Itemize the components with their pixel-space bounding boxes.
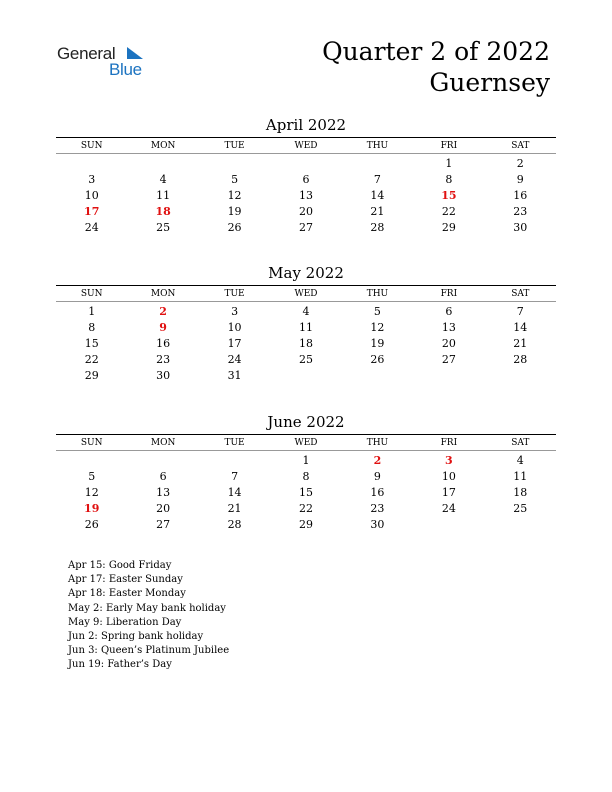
- day-cell: 15: [84, 337, 99, 350]
- day-cell: 14: [513, 321, 528, 334]
- day-cell: 7: [231, 470, 239, 483]
- empty-day-cell: [127, 453, 198, 469]
- weekday-label: MON: [150, 289, 176, 299]
- holiday-entry: Jun 2: Spring bank holiday: [68, 631, 204, 643]
- day-cell: 7: [516, 305, 524, 318]
- month-title: June 2022: [267, 413, 345, 431]
- brand-logo: [57, 44, 157, 84]
- day-cell: 13: [298, 189, 313, 202]
- day-cell: 3: [88, 173, 96, 186]
- weekday-label: SUN: [80, 141, 103, 151]
- day-cell: 2: [516, 157, 524, 170]
- holiday-entry: May 9: Liberation Day: [68, 616, 182, 628]
- day-cell: 9: [373, 470, 381, 483]
- day-cell: 5: [231, 173, 239, 186]
- day-cell: 18: [298, 337, 313, 350]
- day-cell: 10: [227, 321, 242, 334]
- day-cell: 20: [441, 337, 456, 350]
- day-cell: 4: [516, 454, 524, 467]
- holiday-day-cell: 17: [84, 205, 100, 218]
- holiday-entry: Apr 17: Easter Sunday: [68, 574, 183, 586]
- weekday-header: [56, 286, 556, 301]
- country-name: Guernsey: [429, 68, 550, 97]
- day-cell: 19: [370, 337, 385, 350]
- weekday-header: [56, 138, 556, 153]
- day-cell: 1: [88, 305, 96, 318]
- day-cell: 1: [302, 454, 310, 467]
- day-cell: 30: [156, 369, 171, 382]
- weekday-label: TUE: [224, 141, 245, 151]
- holiday-entry: Apr 15: Good Friday: [68, 560, 172, 571]
- day-cell: 4: [159, 173, 167, 186]
- holiday-list: [68, 559, 229, 673]
- weekday-label: MON: [150, 141, 176, 151]
- day-grid: [56, 156, 556, 236]
- page-title: [322, 36, 550, 98]
- month-april: [56, 116, 556, 236]
- day-cell: 23: [156, 353, 171, 366]
- day-cell: 9: [516, 173, 524, 186]
- day-cell: 26: [370, 353, 385, 366]
- day-cell: 17: [441, 486, 456, 499]
- day-cell: 30: [513, 221, 528, 234]
- day-cell: 3: [231, 305, 239, 318]
- day-cell: 29: [84, 369, 99, 382]
- empty-day-cell: [56, 453, 127, 469]
- day-cell: 20: [156, 502, 171, 515]
- day-cell: 6: [159, 470, 167, 483]
- day-cell: 5: [373, 305, 381, 318]
- month-may: [56, 264, 556, 384]
- holiday-entry: Jun 19: Father’s Day: [68, 659, 172, 671]
- day-cell: 8: [88, 321, 96, 334]
- weekday-header: [56, 435, 556, 450]
- weekday-label: THU: [366, 141, 389, 151]
- weekday-label: THU: [366, 438, 389, 448]
- day-cell: 19: [227, 205, 242, 218]
- day-cell: 29: [298, 518, 313, 531]
- day-cell: 12: [84, 486, 99, 499]
- empty-day-cell: [199, 156, 270, 172]
- weekday-label: SUN: [80, 289, 103, 299]
- day-cell: 23: [370, 502, 385, 515]
- logo-word-general: General: [57, 44, 116, 63]
- holiday-entry: May 2: Early May bank holiday: [68, 602, 226, 614]
- day-cell: 27: [156, 518, 171, 531]
- day-cell: 16: [156, 337, 171, 350]
- holiday-day-cell: 19: [84, 502, 100, 515]
- day-cell: 25: [156, 221, 171, 234]
- month-title: April 2022: [265, 116, 347, 134]
- holiday-day-cell: 15: [441, 189, 457, 202]
- day-cell: 16: [370, 486, 385, 499]
- day-cell: 22: [441, 205, 456, 218]
- day-cell: 12: [227, 189, 242, 202]
- day-cell: 8: [445, 173, 453, 186]
- day-cell: 11: [156, 189, 171, 202]
- day-cell: 6: [302, 173, 310, 186]
- weekday-label: WED: [294, 289, 318, 299]
- day-cell: 14: [370, 189, 385, 202]
- month-title: May 2022: [268, 264, 344, 282]
- empty-day-cell: [127, 156, 198, 172]
- day-cell: 14: [227, 486, 242, 499]
- day-cell: 20: [298, 205, 313, 218]
- day-cell: 23: [513, 205, 528, 218]
- day-cell: 15: [298, 486, 313, 499]
- holiday-day-cell: 9: [159, 321, 167, 334]
- header-divider: [56, 450, 556, 451]
- day-cell: 31: [227, 369, 242, 382]
- day-cell: 17: [227, 337, 242, 350]
- day-cell: 10: [441, 470, 456, 483]
- weekday-label: FRI: [440, 438, 458, 448]
- day-cell: 25: [513, 502, 528, 515]
- empty-day-cell: [56, 156, 127, 172]
- day-cell: 8: [302, 470, 310, 483]
- day-cell: 21: [513, 337, 528, 350]
- day-cell: 27: [441, 353, 456, 366]
- empty-day-cell: [199, 453, 270, 469]
- day-cell: 7: [373, 173, 381, 186]
- day-grid: [56, 453, 556, 533]
- header-divider: [56, 301, 556, 302]
- day-cell: 28: [227, 518, 242, 531]
- weekday-label: FRI: [440, 289, 458, 299]
- day-cell: 5: [88, 470, 96, 483]
- day-cell: 11: [513, 470, 528, 483]
- day-cell: 11: [298, 321, 313, 334]
- holiday-entry: Apr 18: Easter Monday: [68, 588, 186, 600]
- quarter-title: Quarter 2 of 2022: [322, 37, 550, 66]
- month-june: [56, 413, 556, 533]
- day-cell: 26: [227, 221, 242, 234]
- day-cell: 24: [227, 353, 242, 366]
- holiday-day-cell: 18: [155, 205, 171, 218]
- weekday-label: TUE: [224, 289, 245, 299]
- header-divider: [56, 153, 556, 154]
- empty-day-cell: [342, 156, 413, 172]
- weekday-label: SAT: [511, 289, 530, 299]
- day-cell: 25: [298, 353, 313, 366]
- logo-triangle-icon: [125, 46, 145, 60]
- day-cell: 6: [445, 305, 453, 318]
- weekday-label: SAT: [511, 438, 530, 448]
- day-cell: 22: [84, 353, 99, 366]
- day-cell: 26: [84, 518, 99, 531]
- logo-word-blue: Blue: [109, 60, 142, 79]
- weekday-label: SAT: [511, 141, 530, 151]
- holiday-day-cell: 2: [159, 305, 167, 318]
- day-cell: 4: [302, 305, 310, 318]
- weekday-label: WED: [294, 141, 318, 151]
- day-cell: 12: [370, 321, 385, 334]
- weekday-label: MON: [150, 438, 176, 448]
- day-cell: 21: [370, 205, 385, 218]
- day-cell: 27: [298, 221, 313, 234]
- day-cell: 24: [441, 502, 456, 515]
- day-cell: 10: [84, 189, 99, 202]
- day-cell: 13: [441, 321, 456, 334]
- weekday-label: FRI: [440, 141, 458, 151]
- day-grid: [56, 304, 556, 384]
- weekday-label: TUE: [224, 438, 245, 448]
- holiday-entry: Jun 3: Queen’s Platinum Jubilee: [68, 645, 230, 657]
- day-cell: 30: [370, 518, 385, 531]
- day-cell: 18: [513, 486, 528, 499]
- holiday-day-cell: 2: [373, 454, 382, 467]
- weekday-label: THU: [366, 289, 389, 299]
- day-cell: 16: [513, 189, 528, 202]
- empty-day-cell: [270, 156, 341, 172]
- day-cell: 28: [513, 353, 528, 366]
- day-cell: 28: [370, 221, 385, 234]
- day-cell: 1: [445, 157, 453, 170]
- day-cell: 13: [156, 486, 171, 499]
- day-cell: 22: [298, 502, 313, 515]
- weekday-label: WED: [294, 438, 318, 448]
- holiday-day-cell: 3: [445, 454, 453, 467]
- day-cell: 29: [441, 221, 456, 234]
- day-cell: 21: [227, 502, 242, 515]
- weekday-label: SUN: [80, 438, 103, 448]
- day-cell: 24: [84, 221, 99, 234]
